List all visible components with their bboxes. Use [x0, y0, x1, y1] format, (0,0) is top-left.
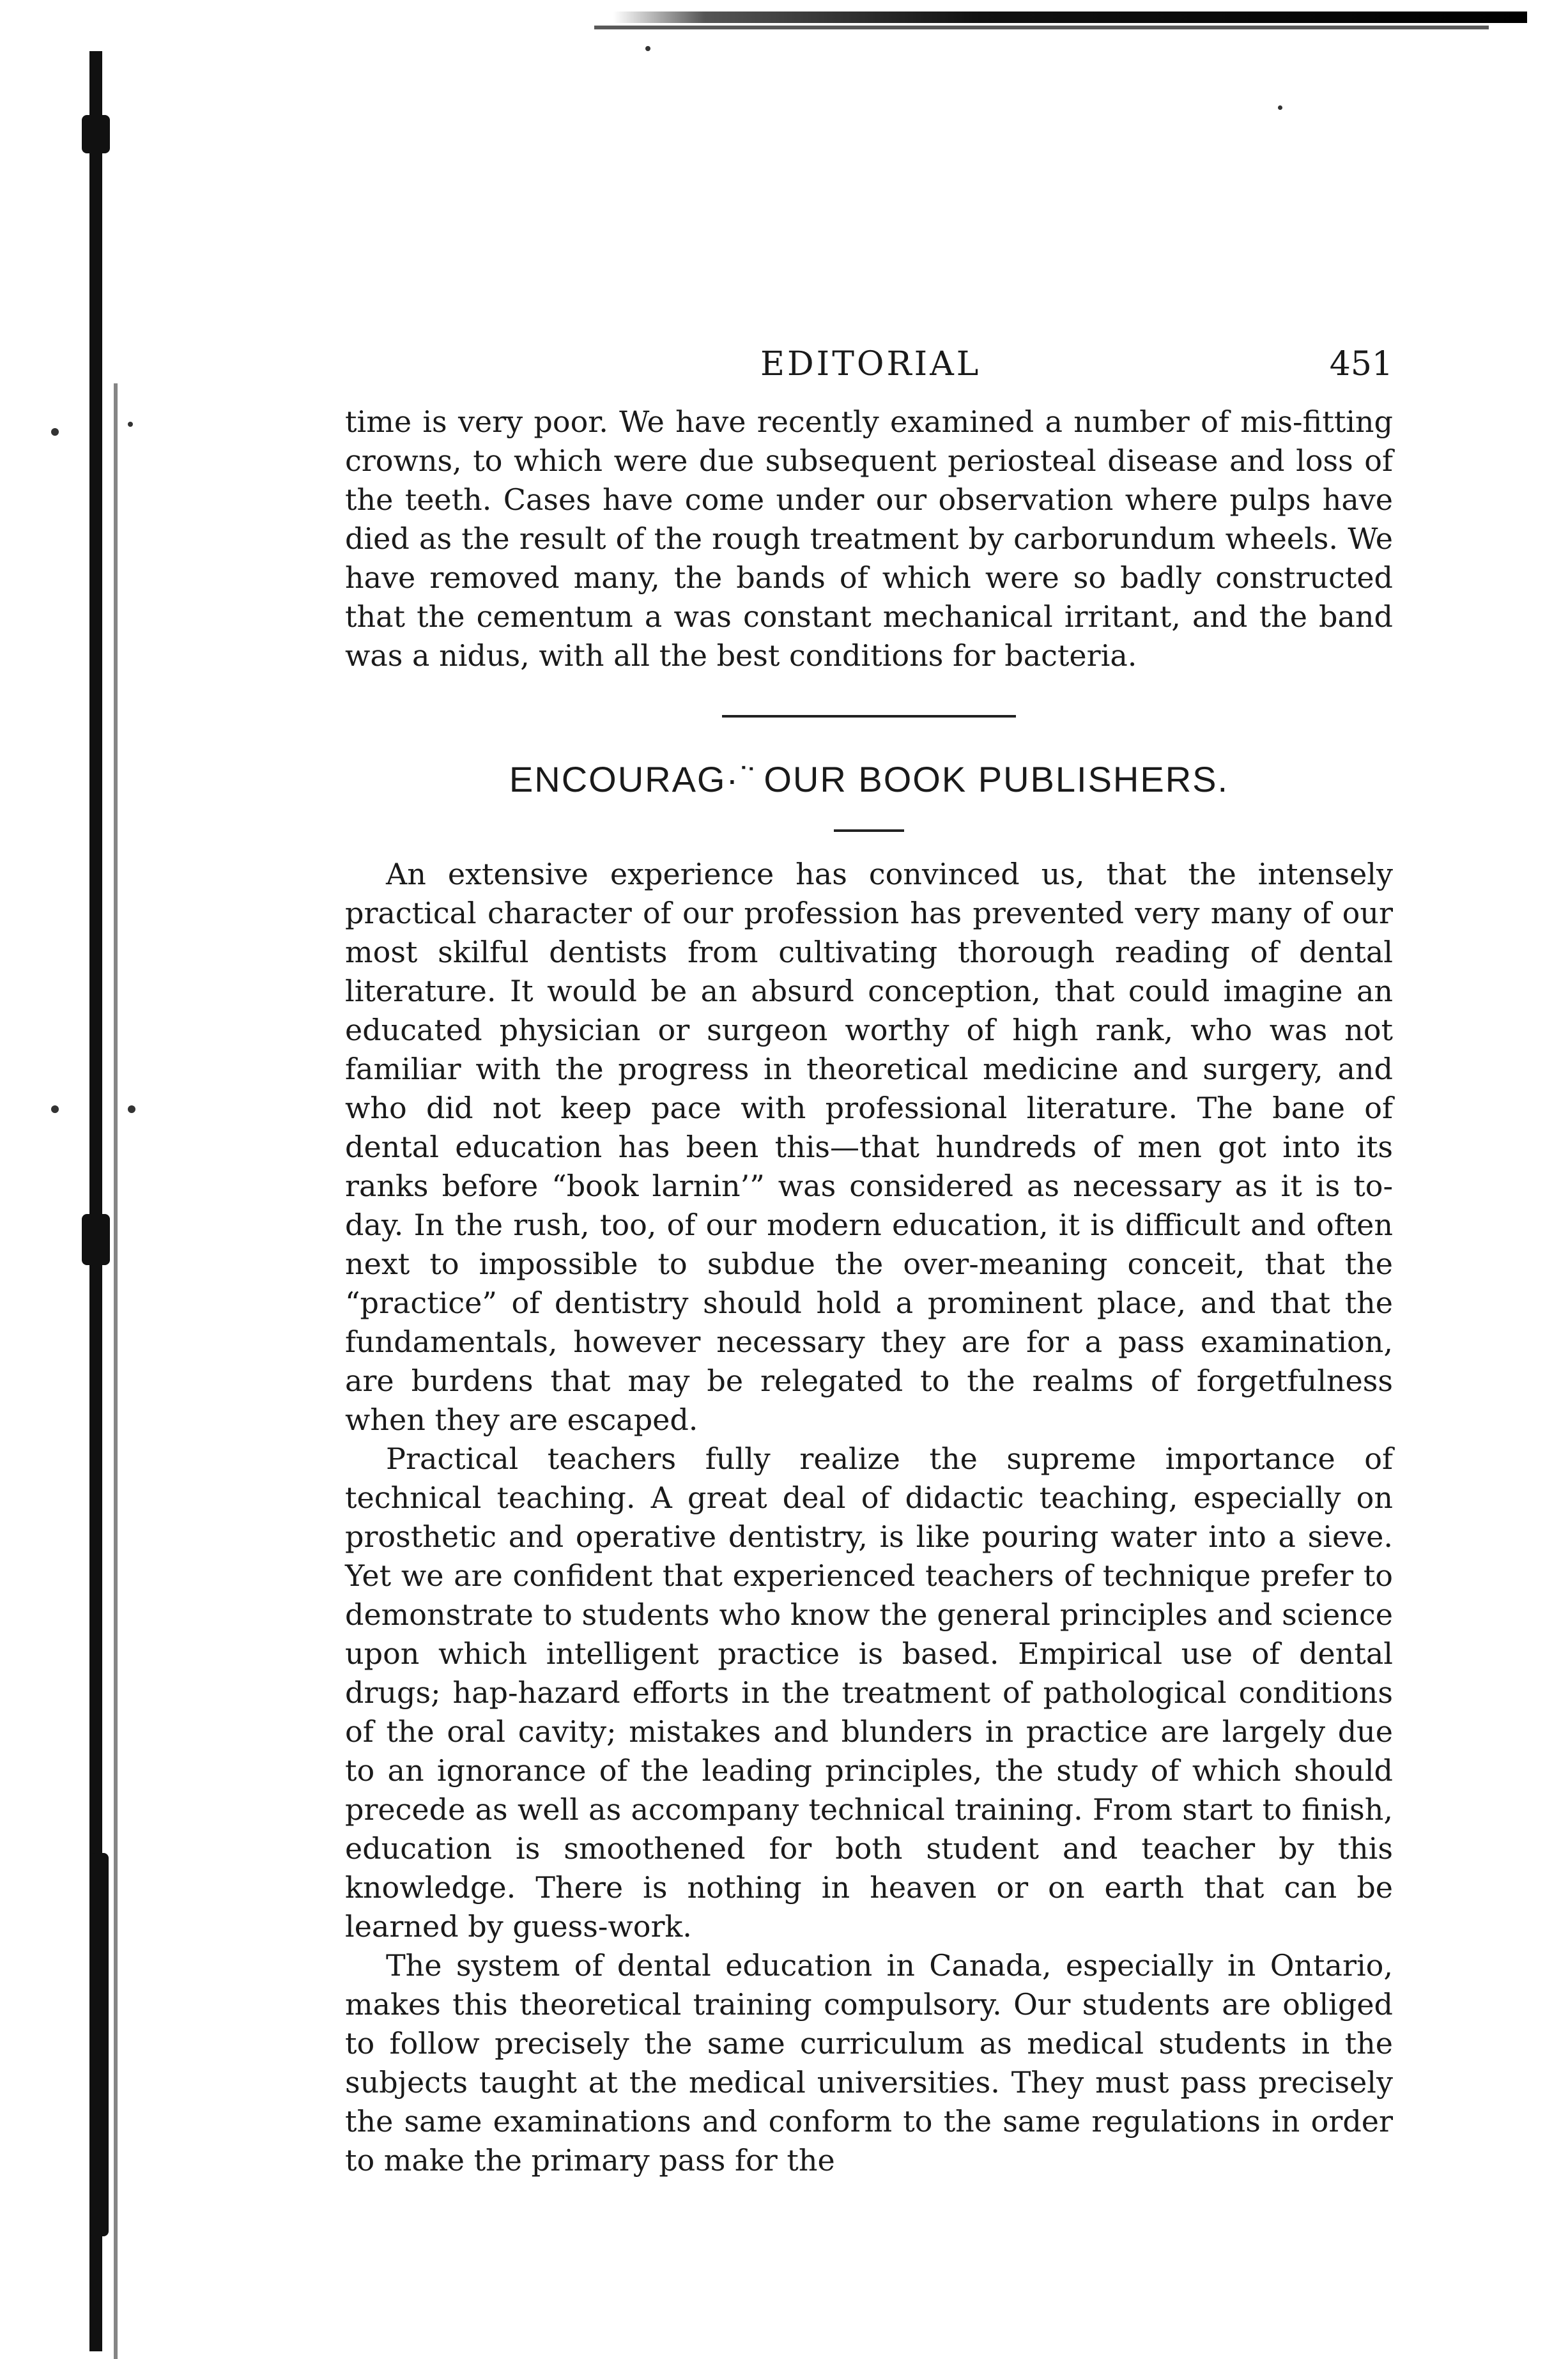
page-number: 451	[1329, 345, 1393, 383]
scan-binding-blob	[82, 115, 110, 153]
scan-speck	[128, 1105, 135, 1113]
article-paragraph: Practical teachers fully realize the supreme importance of technical teaching. A great deal of didactic teaching, especially on prosthetic and operative dentistry, is like pouring water into a sieve. Yet we are confident that experienced teachers of technique prefer to demonstrate to students who know the general principles and science upon which intelligent practice is based. Empirical use of dental drugs; hap-hazard efforts in the treatment of pathological conditions of the oral cavity; mistakes and blunders in practice are largely due to an ignorance of the leading principles, the study of which should precede as well as accompany technical training. From start to finish, education is smoothened for both student and teacher by this knowledge. There is nothing in heaven or on earth that can be learned by guess-work.	[345, 1441, 1393, 1944]
scan-binding-edge-shadow	[114, 383, 118, 2359]
scan-speck	[51, 1105, 59, 1113]
scan-top-rule-thin	[594, 26, 1489, 29]
continued-paragraph: time is very poor. We have recently examined a number of mis-fitting crowns, to which were due subsequent periosteal disease and loss of the teeth. Cases have come under our observation where pulps have died as the result of the rough treatment by carborundum wheels. We have removed many, the bands of which were so badly constructed that the cementum a was constant mechanical irritant, and the band was a nidus, with all the best conditions for bacteria.	[345, 404, 1393, 673]
scan-speck	[645, 46, 650, 51]
scan-binding-blob	[82, 1214, 110, 1265]
running-title: EDITORIAL	[760, 345, 981, 383]
scan-top-rule	[613, 12, 1527, 23]
article-heading: ENCOURAG·˙̇ OUR BOOK PUBLISHERS.	[509, 759, 1229, 799]
article-paragraph: An extensive experience has convinced us, that the intensely practical character of our profession has prevented very many of our most skilful dentists from cultivating thorough reading of dental literature. It would be an absurd conception, that could imagine an educated physician or surgeon worthy of high rank, who was not familiar with the progress in theoretical medicine and surgery, and who did not keep pace with professional literature. The bane of dental education has been this—that hundreds of men got into its ranks before “book larnin’” was considered as necessary as it is to-day. In the rush, too, of our modern education, it is difficult and often next to impossible to subdue the over-meaning conceit, that the “practice” of dentistry should hold a prominent place, and that the fundamentals, however necessary they are for a pass examination, are burdens that may be relegated to the realms of forgetfulness when they are escaped.	[345, 857, 1393, 1438]
running-head	[345, 345, 1393, 403]
scan-speck	[51, 428, 59, 436]
scan-speck	[1278, 105, 1282, 110]
article-paragraph: The system of dental education in Canada, especially in Ontario, makes this theoretical training compulsory. Our students are obliged to follow precisely the same curriculum as medical students in the subjects taught at the medical universities. They must pass precisely the same examinations and conform to the same regulations in order to make the primary pass for the	[345, 1948, 1393, 2178]
scan-speck	[128, 422, 133, 427]
scan-binding-blob	[89, 1853, 109, 2236]
heading-underline	[834, 829, 904, 832]
text-column	[345, 345, 1393, 2180]
section-divider	[722, 715, 1016, 718]
